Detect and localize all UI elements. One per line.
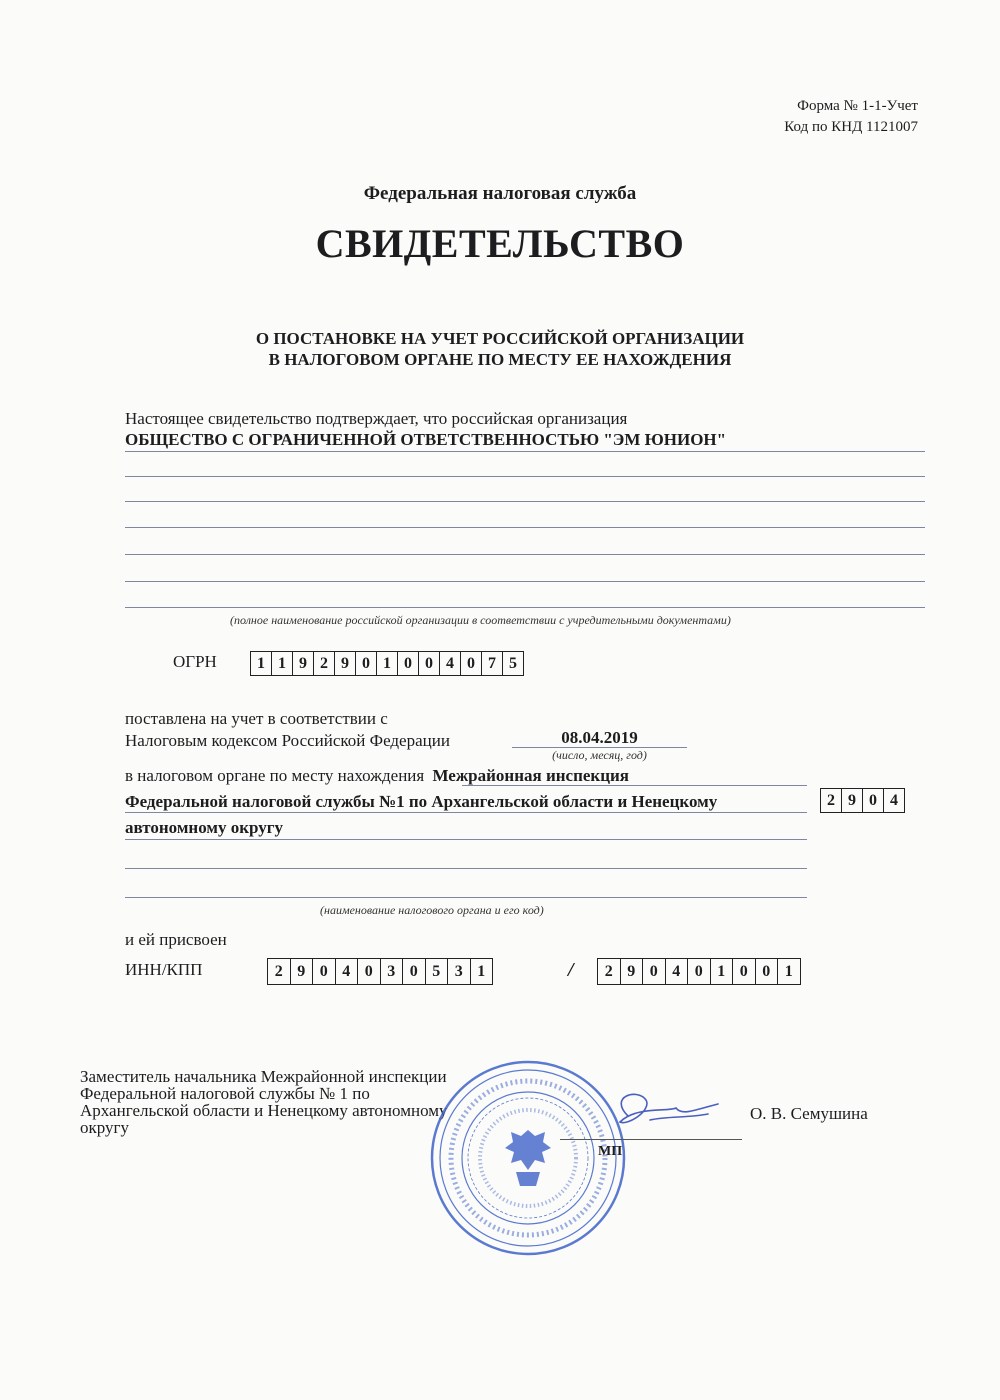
tax-authority-label [125, 766, 629, 786]
ogrn-label: ОГРН [173, 652, 217, 671]
tax-authority-hint: (наименование налогового органа и его код) [320, 903, 544, 917]
date-hint: (число, месяц, год) [552, 748, 647, 762]
kpp-digit: 0 [756, 959, 779, 984]
kpp-boxes [597, 958, 801, 985]
authority-line [125, 812, 807, 813]
tax-authority-name-part1: Межрайонная инспекция [432, 766, 630, 785]
knd-code: Код по КНД 1121007 [784, 119, 918, 135]
inn-kpp-separator: / [568, 959, 574, 981]
document-subtitle [0, 328, 1000, 370]
tax-authority-code-boxes [820, 788, 905, 813]
inn-digit: 0 [313, 959, 336, 984]
ogrn-digit: 0 [356, 652, 377, 675]
kpp-digit: 1 [784, 963, 793, 980]
ogrn-digit: 5 [509, 655, 517, 672]
certificate-intro: Настоящее свидетельство подтверждает, что российская организация [125, 409, 628, 428]
inn-digit: 4 [336, 959, 359, 984]
tax-authority-name-part3: автономному округу [125, 818, 283, 837]
signer-position-line3: Архангельской области и Ненецкому автономному [80, 1101, 448, 1120]
org-name-hint: (полное наименование российской организации в соответствии с учредительными документами) [230, 613, 731, 627]
ogrn-digit: 0 [461, 652, 482, 675]
form-code-block [784, 96, 918, 138]
tax-authority-code-digit: 2 [821, 789, 842, 812]
kpp-digit: 4 [666, 959, 689, 984]
ogrn-digit: 9 [293, 652, 314, 675]
signer-position-line1: Заместитель начальника Межрайонной инспекции [80, 1067, 447, 1086]
tax-authority-code-digit: 0 [863, 789, 884, 812]
org-name-line [125, 607, 925, 608]
kpp-digit: 0 [643, 959, 666, 984]
tax-authority-name-part2: Федеральной налоговой службы №1 по Архангельской области и Ненецкому [125, 792, 718, 811]
kpp-digit: 0 [733, 959, 756, 984]
org-name-line [125, 476, 925, 477]
authority-line [462, 785, 807, 786]
org-name-line [125, 527, 925, 528]
registration-basis-line2: Налоговым кодексом Российской Федерации [125, 731, 450, 750]
agency-name: Федеральная налоговая служба [363, 183, 637, 204]
assigned-label: и ей присвоен [125, 930, 227, 949]
inn-boxes [267, 958, 493, 985]
ogrn-digit: 4 [440, 652, 461, 675]
signature-icon [598, 1086, 728, 1146]
ogrn-digit: 1 [251, 652, 272, 675]
inn-digit: 2 [268, 959, 291, 984]
registration-basis-line1: поставлена на учет в соответствии с [125, 709, 388, 728]
subtitle-line-1: О ПОСТАНОВКЕ НА УЧЕТ РОССИЙСКОЙ ОРГАНИЗАЦИИ [255, 329, 745, 348]
org-name-line [125, 581, 925, 582]
inn-digit: 3 [381, 959, 404, 984]
form-number: Форма № 1-1-Учет [797, 98, 918, 114]
tax-authority-code-digit: 9 [842, 789, 863, 812]
authority-line [125, 868, 807, 869]
org-name-line [125, 554, 925, 555]
inn-digit: 3 [448, 959, 471, 984]
ogrn-boxes [250, 651, 524, 676]
inn-digit: 5 [426, 959, 449, 984]
ogrn-digit: 1 [377, 652, 398, 675]
ogrn-digit: 0 [398, 652, 419, 675]
signer-name: О. В. Семушина [750, 1104, 868, 1123]
inn-kpp-label: ИНН/КПП [125, 960, 203, 979]
inn-digit: 9 [291, 959, 314, 984]
authority-line [125, 839, 807, 840]
signature-line [560, 1139, 742, 1140]
ogrn-digit: 9 [335, 652, 356, 675]
authority-line [125, 897, 807, 898]
signer-position-line4: округу [80, 1118, 130, 1137]
signer-position-line2: Федеральной налоговой службы № 1 по [80, 1084, 370, 1103]
ogrn-digit: 1 [272, 652, 293, 675]
kpp-digit: 1 [711, 959, 734, 984]
place-label: в налоговом органе по месту нахождения [125, 766, 425, 785]
inn-digit: 0 [358, 959, 381, 984]
tax-authority-code-digit: 4 [890, 792, 898, 809]
kpp-digit: 2 [598, 959, 621, 984]
registration-date: 08.04.2019 [561, 728, 638, 747]
kpp-digit: 0 [688, 959, 711, 984]
org-name-line [125, 451, 925, 452]
inn-digit: 1 [477, 963, 486, 980]
stamp-place-mark: МП [598, 1144, 623, 1159]
ogrn-digit: 7 [482, 652, 503, 675]
ogrn-digit: 0 [419, 652, 440, 675]
subtitle-line-2: В НАЛОГОВОМ ОРГАНЕ ПО МЕСТУ ЕЕ НАХОЖДЕНИЯ [268, 350, 732, 369]
ogrn-digit: 2 [314, 652, 335, 675]
organization-name: ОБЩЕСТВО С ОГРАНИЧЕННОЙ ОТВЕТСТВЕННОСТЬЮ "ЭМ ЮНИОН" [125, 430, 727, 449]
inn-digit: 0 [403, 959, 426, 984]
document-title: СВИДЕТЕЛЬСТВО [315, 221, 685, 266]
kpp-digit: 9 [621, 959, 644, 984]
org-name-line [125, 501, 925, 502]
